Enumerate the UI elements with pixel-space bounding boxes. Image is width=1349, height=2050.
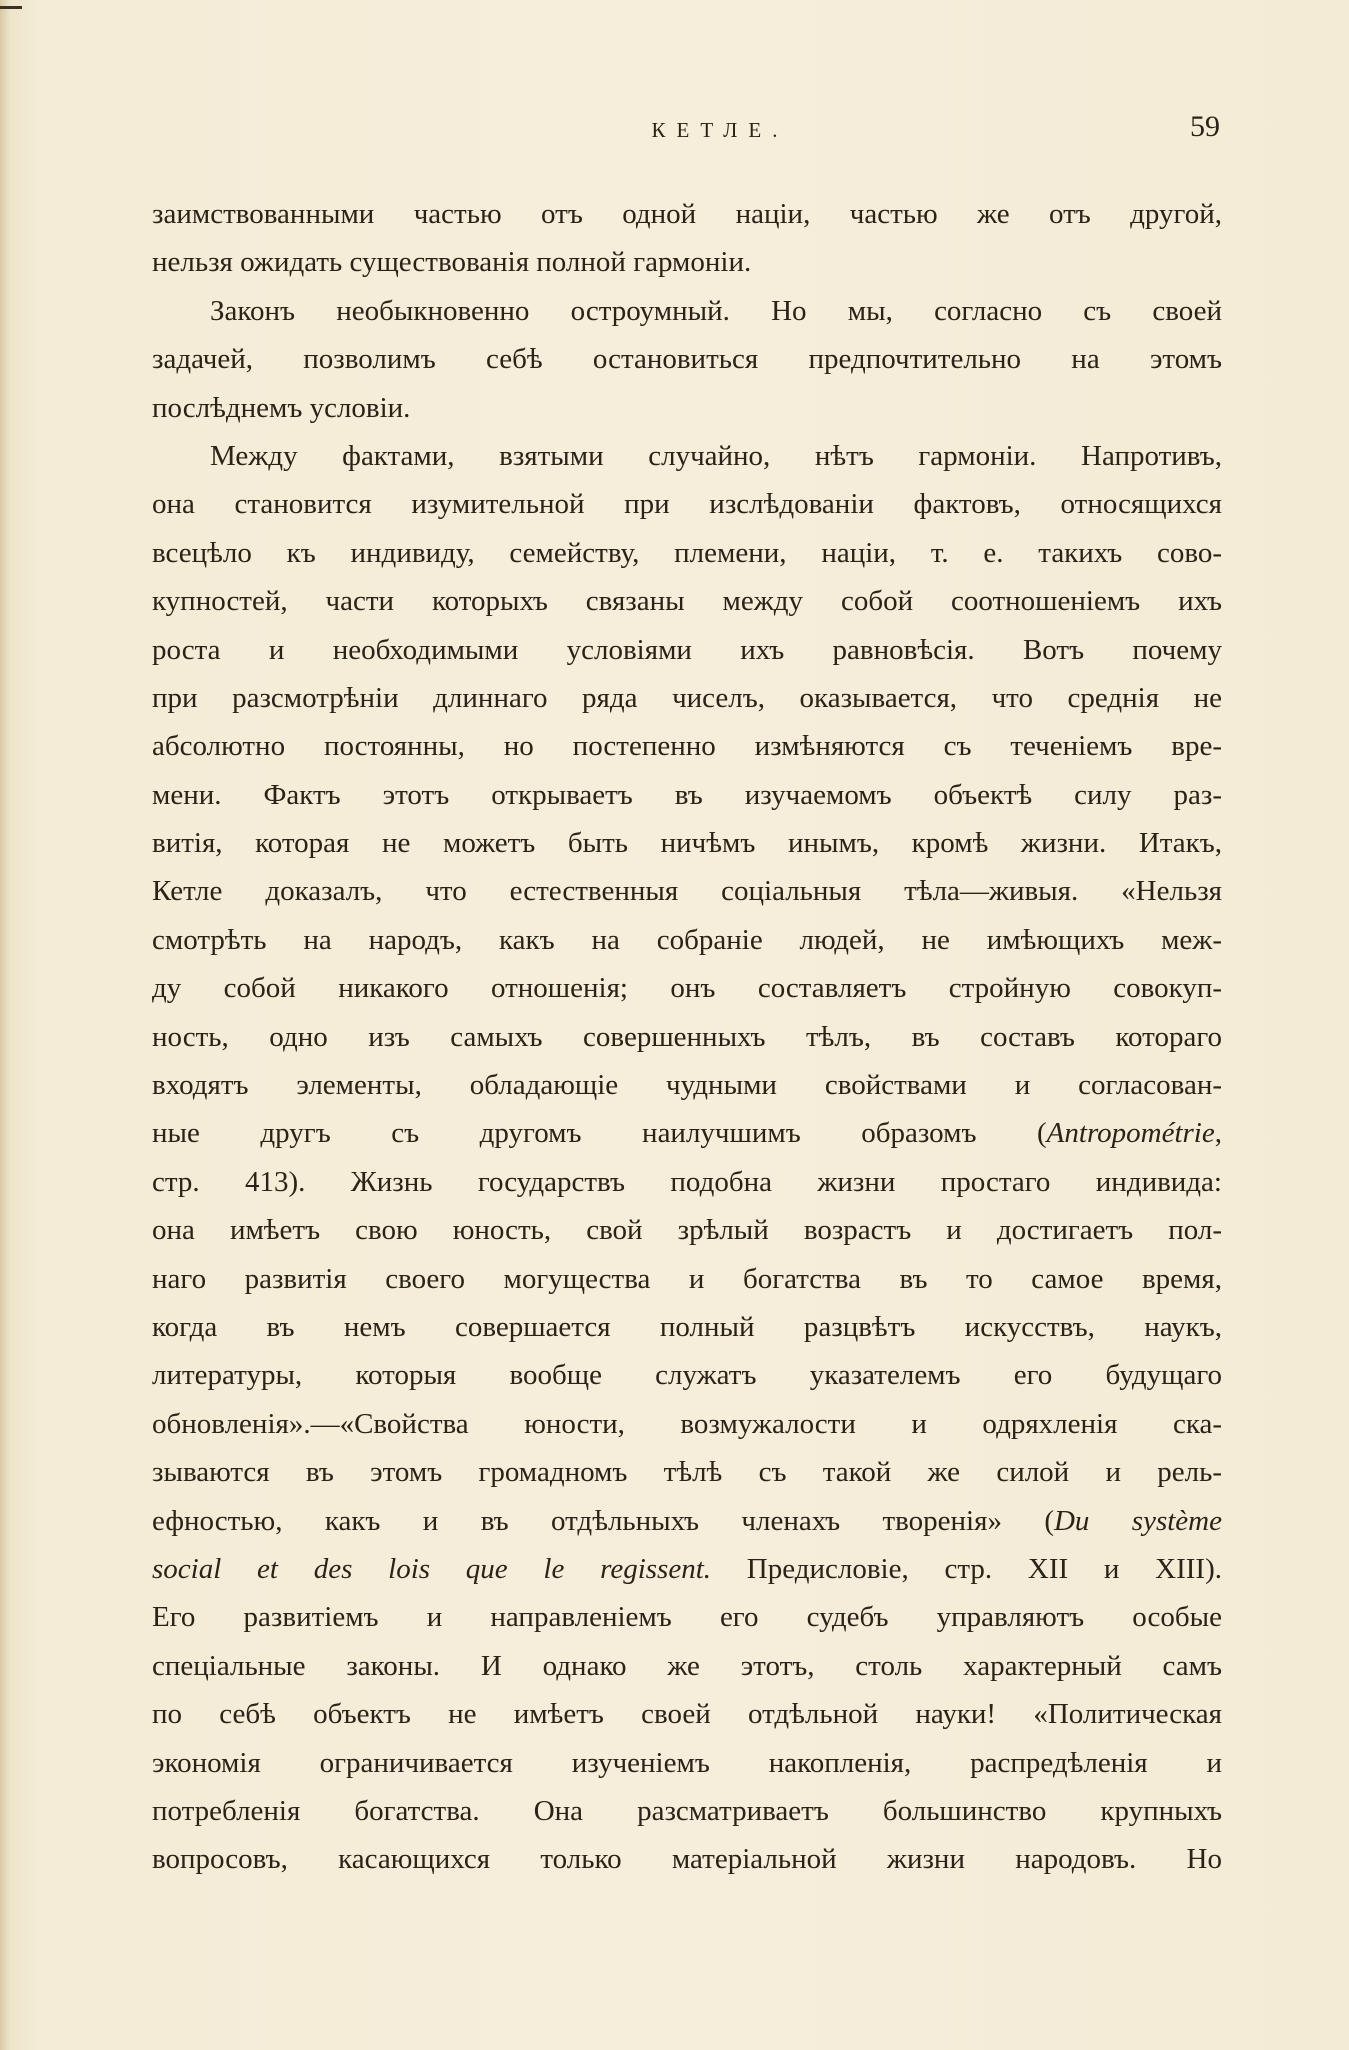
text-line: ность, одно изъ самыхъ совершенныхъ тѣлъ, въ составъ котораго [152,1020,1222,1053]
page-number: 59 [1190,110,1220,143]
text-line: экономія ограничивается изученіемъ накопленія, распредѣленія и [152,1746,1222,1779]
text-line: вопросовъ, касающихся только матеріальной жизни народовъ. Но [152,1843,1222,1876]
text-line: нельзя ожидать существованія полной гармоніи. [152,246,752,279]
running-title: КЕТЛЕ. [651,118,789,142]
text-line: задачей, позволимъ себѣ остановиться предпочтительно на этомъ [152,343,1222,376]
text-line: Законъ необыкновенно остроумный. Но мы, согласно съ своей [210,294,1222,327]
text-line: витія, которая не можетъ быть ничѣмъ инымъ, кромѣ жизни. Итакъ, [152,827,1222,860]
text-line: она становится изумительной при изслѣдованіи фактовъ, относящихся [152,488,1222,521]
text-line: купностей, части которыхъ связаны между собой соотношеніемъ ихъ [152,585,1222,618]
text-line: послѣднемъ условіи. [152,391,411,424]
text-line: потребленія богатства. Она разсматриваетъ большинство крупныхъ [152,1794,1222,1827]
text-line: входятъ элементы, обладающіе чудными свойствами и согласован- [152,1069,1222,1102]
text-line: роста и необходимыми условіями ихъ равновѣсія. Вотъ почему [152,633,1222,666]
text-line: абсолютно постоянны, но постепенно измѣняются съ теченіемъ вре- [152,730,1222,763]
italic-citation: Du système [1053,1504,1222,1537]
corner-mark [0,6,22,9]
text-segment: ефностью, какъ и въ отдѣльныхъ членахъ творенія» ( [152,1504,1054,1537]
text-line: Его развитіемъ и направленіемъ его судебъ управляютъ особые [152,1601,1222,1634]
text-line: Кетле доказалъ, что естественныя соціальныя тѣла—живыя. «Нельзя [152,875,1222,908]
italic-citation: Antropométrie [1046,1117,1215,1150]
text-line: спеціальные законы. И однако же этотъ, столь характерный самъ [152,1649,1222,1682]
text-line: мени. Фактъ этотъ открываетъ въ изучаемомъ объектѣ силу раз- [152,778,1222,811]
italic-citation: social et des lois que le regissent. [152,1552,712,1585]
page-edge-shadow [0,0,10,2050]
text-line: наго развитія своего могущества и богатства въ то самое время, [152,1262,1222,1295]
text-line: смотрѣть на народъ, какъ на собраніе людей, не имѣющихъ меж- [152,923,1222,956]
text-segment: ные другъ съ другомъ наилучшимъ образомъ ( [152,1117,1047,1150]
text-line: по себѣ объектъ не имѣетъ своей отдѣльной науки! «Политическая [152,1698,1222,1731]
text-line: стр. 413). Жизнь государствъ подобна жизни простаго индивида: [152,1165,1222,1198]
text-line: заимствованными частью отъ одной націи, частью же отъ другой, [152,198,1222,230]
text-segment: Предисловіе, стр. XII и XIII). [711,1552,1222,1585]
text-line: при разсмотрѣніи длиннаго ряда чиселъ, оказывается, что среднія не [152,681,1222,714]
text-line: Между фактами, взятыми случайно, нѣтъ гармоніи. Напротивъ, [210,439,1222,472]
text-line: всецѣло къ индивиду, семейству, племени, націи, т. е. такихъ сово- [152,536,1222,569]
text-line: она имѣетъ свою юность, свой зрѣлый возрастъ и достигаетъ пол- [152,1214,1222,1247]
page-header [150,110,1220,150]
text-line: когда въ немъ совершается полный разцвѣтъ искусствъ, наукъ, [152,1310,1222,1343]
text-line [152,1109,1222,1157]
text-line: литературы, которыя вообще служатъ указателемъ его будущаго [152,1359,1222,1392]
text-line: обновленія».—«Свойства юности, возмужалости и одряхленія ска- [152,1407,1222,1440]
text-line [152,1497,1222,1545]
text-segment: , [1214,1117,1222,1150]
text-line: ду собой никакого отношенія; онъ составляетъ стройную совокуп- [152,972,1222,1005]
text-line [152,1545,1222,1593]
body-text [152,190,1222,1884]
text-line: зываются въ этомъ громадномъ тѣлѣ съ такой же силой и рель- [152,1456,1222,1489]
